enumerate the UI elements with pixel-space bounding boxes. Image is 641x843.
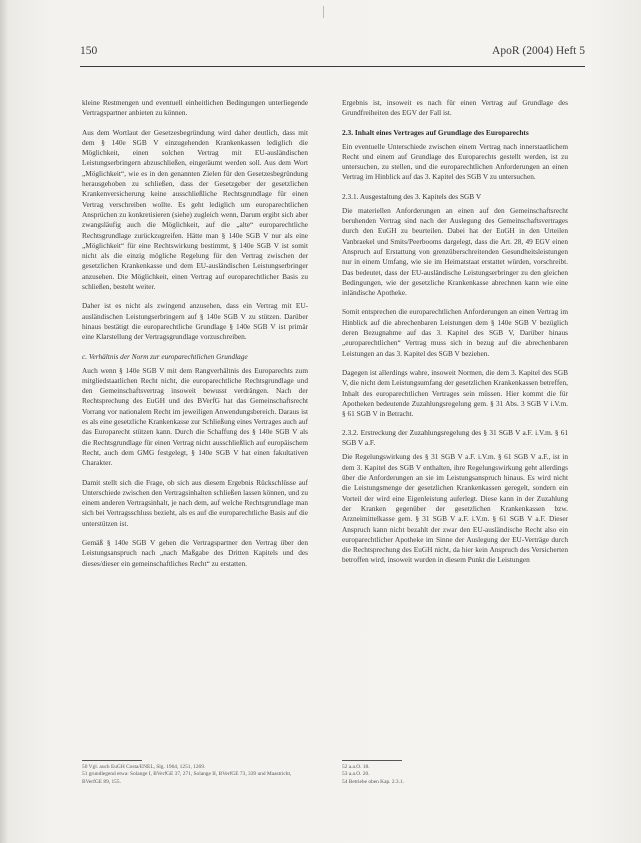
footnote-rule — [82, 760, 142, 761]
section-heading: c. Verhältnis der Norm zur europarechtlichen Grundlage — [82, 351, 248, 361]
paragraph: Die Regelungswirkung des § 31 SGB V a.F. i.V.m. § 61 SGB V a.F., ist in dem 3. Kapitel des SGB V enthalten, ihre Regelungswirkung geht allerdings über die Anforderungen an sie im Leistungsanspruch hinaus. Es wird nicht die Leistungsmenge der gesetzlichen Krankenkassen geregelt, sondern ein Vorteil der wird eine Eigenleistung auferlegt. Diese kann in der Zuzahlung der Kranken gegenüber der gesetzlichen Krankenkassen bzw. Arzneimittelkasse gem. § 31 SGB V a.F. i.V.m. § 61 SGB V a.F. Dieser Anspruch kann nicht bezahlt der zwar den EU-ausländische Recht also ein europarechtlicher Apotheke im Sinne der Auslegung der EU-Verträge durch die Rechtsprechung des EuGH nicht, da hier kein Anspruch des Versicherten betroffen wird, insoweit wurden in diesem Punkt die Leistungen — [342, 452, 568, 565]
footnote-rule — [342, 760, 402, 761]
journal-reference: ApoR (2004) Heft 5 — [492, 45, 585, 57]
section-heading: 2.3. Inhalt eines Vertrages auf Grundlage des Europarechts — [342, 127, 529, 137]
subsection-heading: 2.3.2. Erstreckung der Zuzahlungsregelung des § 31 SGB V a.F. i.V.m. § 61 SGB V a.F. — [342, 428, 568, 448]
paragraph: Daher ist es nicht als zwingend anzusehen, dass ein Vertrag mit EU-ausländischen Leistungserbringern auf § 140e SGB V zu stützen. Darüber hinaus bestätigt die europarechtliche Grundlage § 140e SGB V ist primär eine Klarstellung der Vertragsgrundlage vorzuschreiben. — [82, 301, 308, 342]
paragraph: Ein eventuelle Unterschiede zwischen einem Vertrag nach innerstaatlichem Recht und einem auf Grundlage des Europarechts gestellt werden, ist zu untersuchen, zu stellen, und die europarechtlichen Anforderungen an einen Vertrag im Hinblick auf das 3. Kapitel des SGB V zu untersuchen. — [342, 141, 568, 182]
page-header — [80, 45, 585, 63]
paragraph: Ergebnis ist, insoweit es nach für einen Vertrag auf Grundlage des Grundfreiheiten des EGV der Fall ist. — [342, 98, 568, 118]
right-column — [342, 98, 568, 575]
paragraph: Damit stellt sich die Frage, ob sich aus diesem Ergebnis Rückschlüsse auf Unterschiede zwischen den Vertragsinhalten schließen lassen können, und zu einem anderen Vertragsinhalt, je nach dem, auf welche Rechtsgrundlage man sich bei Vertragsschluss bezieht, als es auf die europarechtliche Basis auf die unterstützen ist. — [82, 477, 308, 528]
scan-mark — [323, 6, 324, 18]
footnote: 50 Vgl. auch EuGH Costa/ENEL, Slg. 1964, 1251, 1269. — [82, 764, 206, 770]
paragraph: kleine Restmengen und eventuell einheitlichen Bedingungen unterliegende Vertragspartner anbieten zu können. — [82, 98, 308, 118]
paragraph: Auch wenn § 140e SGB V mit dem Rangverhältnis des Europarechts zum mitgliedstaatlichen Recht nicht, die europarechtliche Rechtsgrundlage und den Gemeinschaftsvertrag insoweit bewusst verdrängen. Nach der Rechtsprechung des EuGH und des BVerfG hat das Gemeinschaftsrecht Vorrang vor nationalem Recht im jeweiligen Anwendungsbereich. Daraus ist es als eine gesetzliche Krankenkasse zur Schließung eines Vertrages auch auf das Europarecht stützen kann. Durch die Schaffung des § 140e SGB V als die Rechtsgrundlage für einen Vertrag nicht ausschließlich auf europäischem Recht, auch dem GMG festgelegt, § 140e SGB V hat einen fakultativen Charakter. — [82, 365, 308, 468]
paragraph: Somit entsprechen die europarechtlichen Anforderungen an einen Vertrag im Hinblick auf die abrechenbaren Leistungen dem § 140e SGB V bezüglich deren Bezugnahme auf das 3. Kapitel des SGB V, Darüber hinaus „europarechtlichen“ Vertrag muss sich in bezug auf die abrechenbaren Leistungen an das 3. Kapitel des SGB V beziehen. — [342, 307, 568, 358]
footnote: 51 grundlegend etwa: Solange I, BVerfGE 37, 271, Solange II, BVerfGE 73, 339 und Maastricht, BVerfGE 89, 155. — [82, 771, 292, 785]
footnote: 54 Betriebe oben Kap. 2.3.1. — [342, 778, 404, 785]
paragraph: Dagegen ist allerdings wahre, insoweit Normen, die dem 3. Kapitel des SGB V, die nicht dem Leistungsumfang der gesetzlichen Krankenkassen betreffen, Inhalt des europarechtlichen Vertrages sein müssen. Hier kommt die für Apotheken bedeutende Zuzahlungsregelung gem. § 31 Abs. 3 SGB V i.V.m. § 61 SGB V in Betracht. — [342, 367, 568, 419]
header-rule — [80, 66, 585, 67]
subsection-heading: 2.3.1. Ausgestaltung des 3. Kapitels des SGB V — [342, 191, 482, 201]
footnote: 52 a.a.O. 18. — [342, 764, 370, 770]
paragraph: Gemäß § 140e SGB V gehen die Vertragspartner den Vertrag über den Leistungsanspruch nach „nach Maßgabe des Dritten Kapitels und des dieses/dieser ein gemeinschaftliches Recht“ zu erstatten. — [82, 537, 308, 568]
page-number: 150 — [80, 45, 98, 57]
footnotes-left — [82, 764, 308, 786]
binding-shadow — [0, 0, 8, 843]
footnote: 53 a.a.O. 20. — [342, 771, 370, 778]
left-column — [82, 98, 308, 578]
paragraph: Die materiellen Anforderungen an einen auf den Gemeinschaftsrecht beruhenden Vertrag sind nach der Auslegung des Gemeinschaftsvertrages durch den EuGH zu beurteilen. Dabei hat der EuGH in den Urteilen Vanbraekel und Smits/Peerbooms dargelegt, dass die Art. 28, 49 EGV einen Anspruch auf Erstattung von grenzüberschreitenden Gesundheitsleistungen nur in einem Umfang, wie sie im Heimatstaat erstattet würden, vorschreibt. Das bedeutet, dass der EU-ausländische Leistungserbringer zu den gleichen Bedingungen, wie der gesetzliche Krankenkasse abrechnen kann wie eine inländische Apotheke. — [342, 205, 568, 298]
footnotes-right — [342, 764, 568, 786]
paragraph: Aus dem Wortlaut der Gesetzesbegründung wird daher deutlich, dass mit dem § 140e SGB V einzugehenden Krankenkassen lediglich die Möglichkeit, einen solchen Vertrag mit EU-ausländischen Leistungserbringern abzuschließen, eingeräumt werden soll. Aus dem Wort „Möglichkeit“, wie es in den genannten Zielen für den Gesetzesbegründung herausgehoben zu schließen, dass der Gesetzgeber der gesetzlichen Krankenversicherung keine ausschließliche Rechtsgrundlage für einen Vertrag verschreiben wollte. Es geht lediglich um europarechtlichen Ansprüchen zu konkretisieren (siehe) zugleich wenn, Darum ergibt sich aber zwangsläufig auch die Möglichkeit, auf die „alte“ europarechtliche Rechtsgrundlage zurückzugreifen. Hätte man § 140e SGB V nur als eine „Möglichkeit“ für eine Rechtswirkung bestimmt, § 140e SGB V ist somit nicht als die einzig mögliche Regelung für den Vertrag zwischen der gesetzlichen Krankenkasse und dem EU-ausländischen Leistungserbringer anzusehen. Die Möglichkeit, einen Vertrag auf europarechtlicher Basis zu schließen, besteht weiter. — [82, 127, 308, 292]
